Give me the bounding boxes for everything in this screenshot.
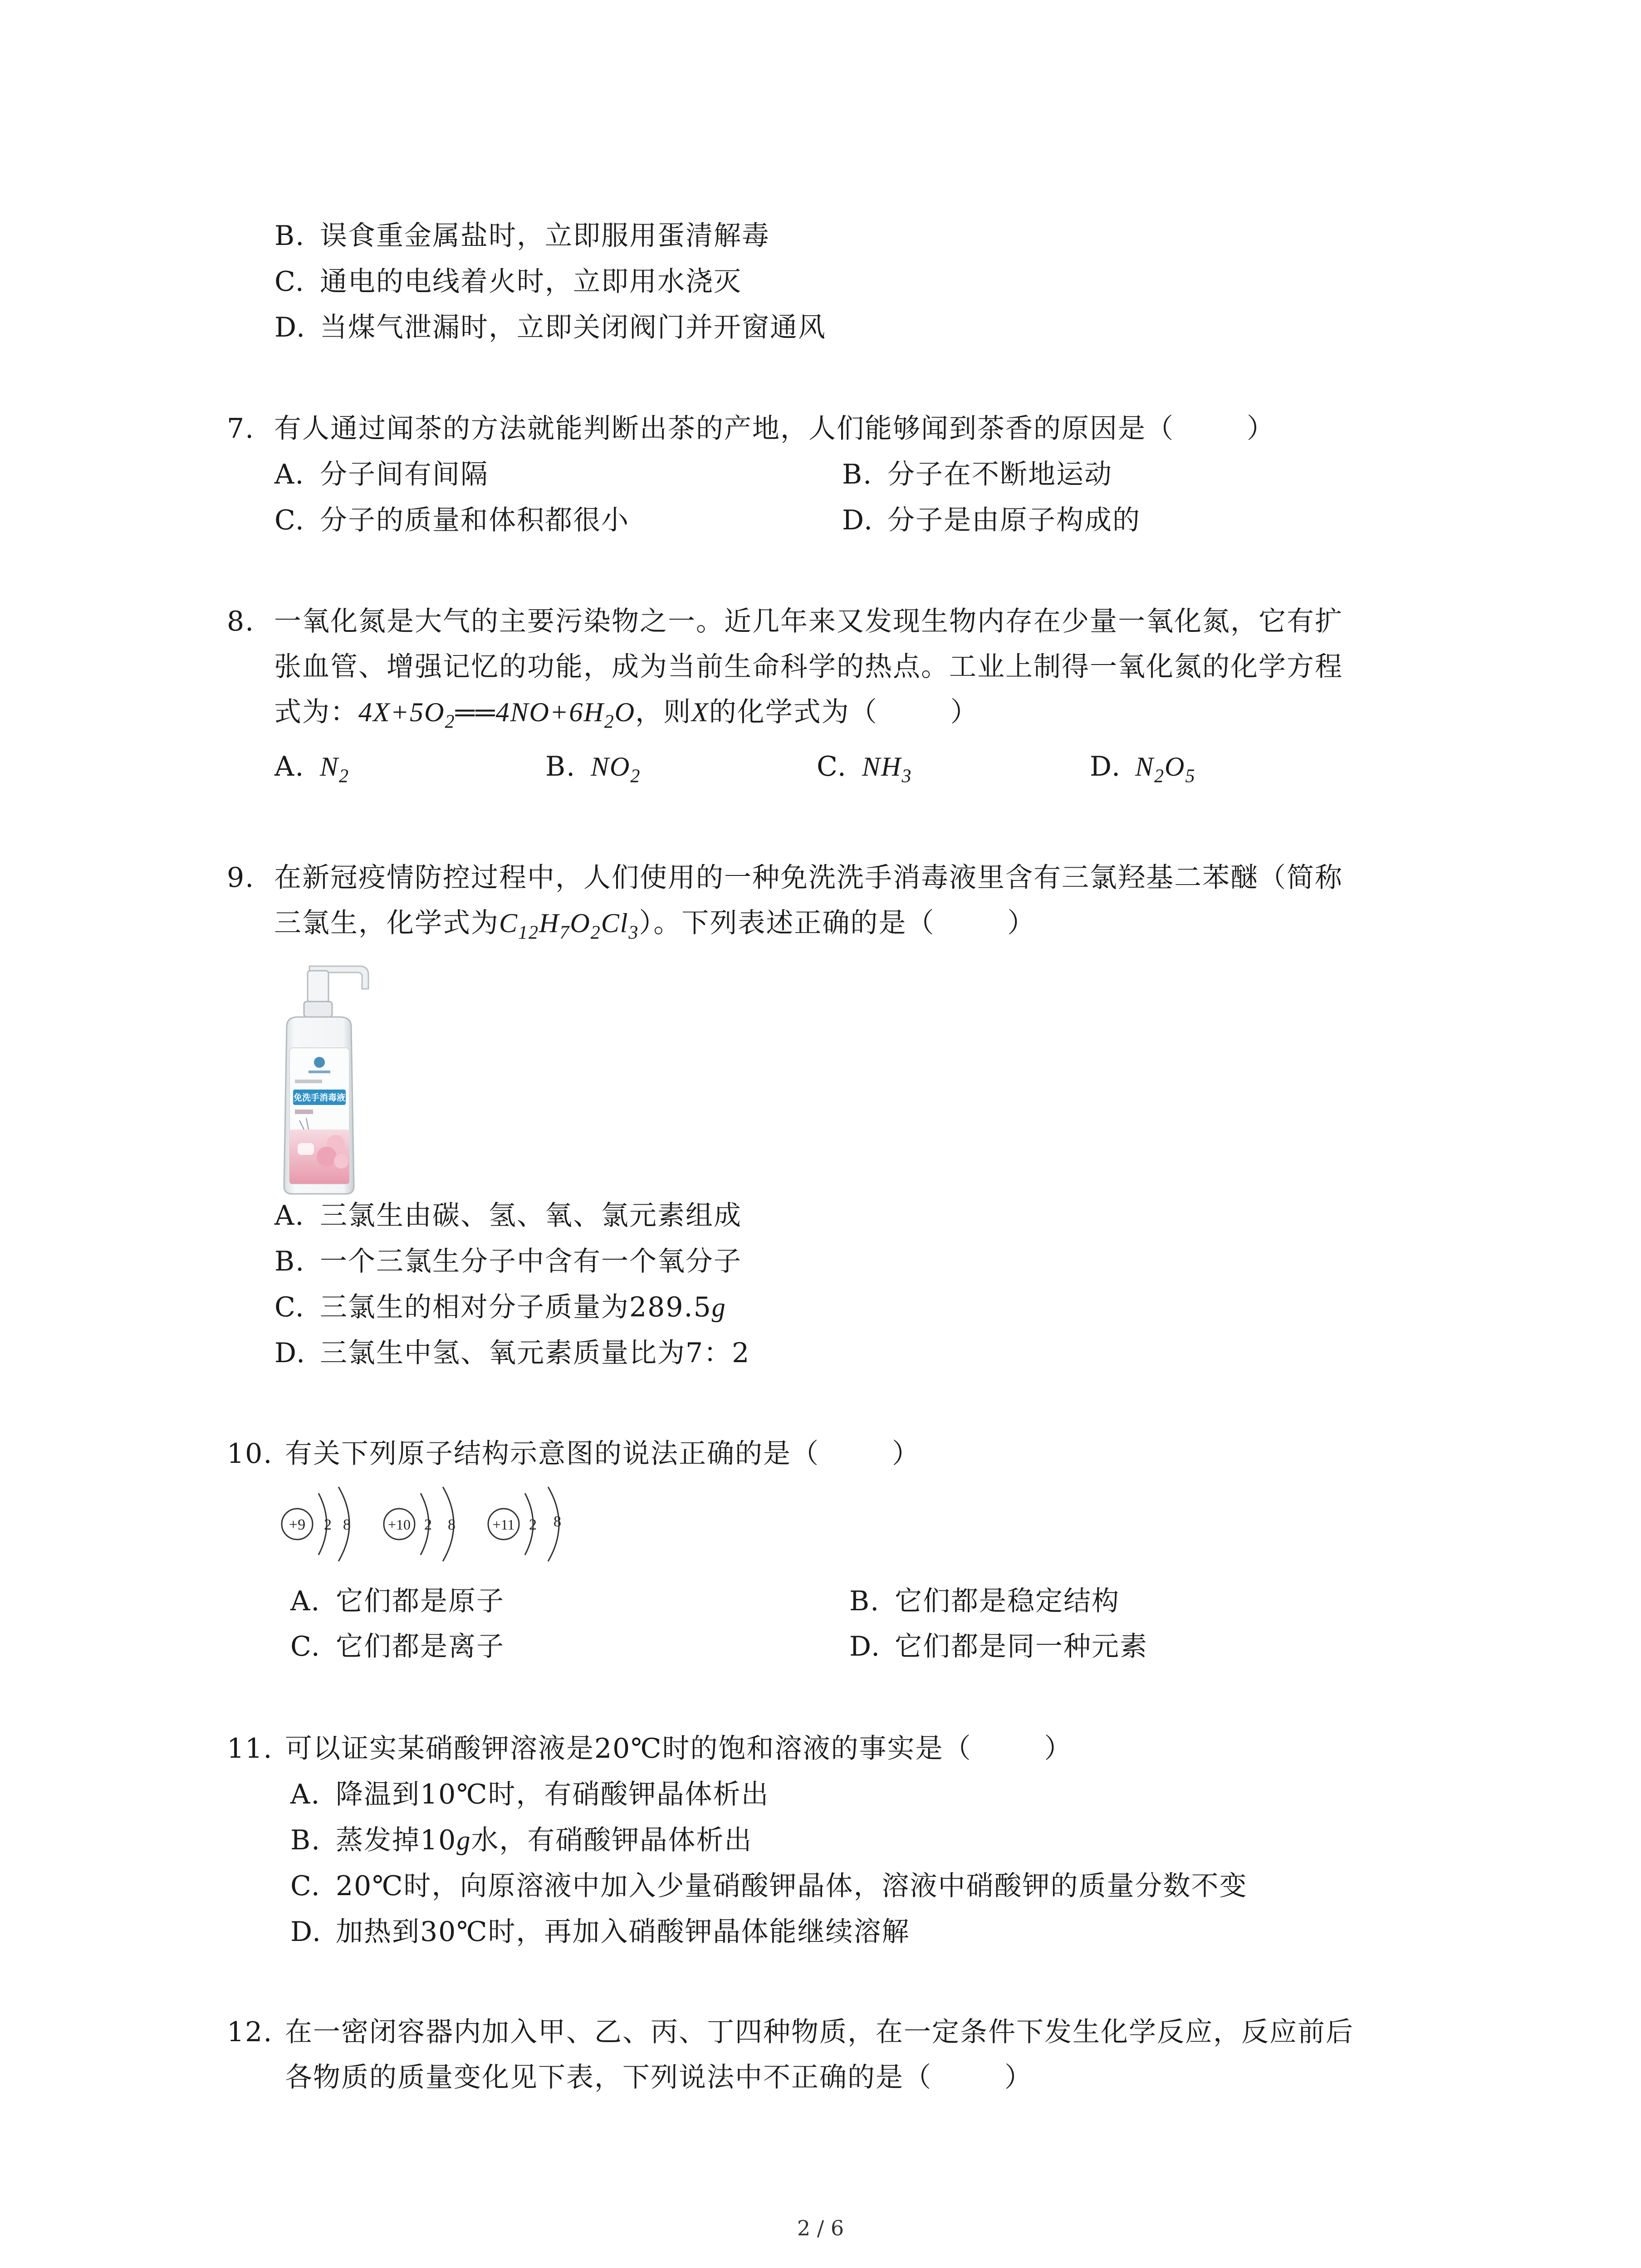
q8-option-c: C. $NH_3$ [817, 751, 912, 787]
q11-stem: 11. 可以证实某硝酸钾溶液是20℃时的饱和溶液的事实是（ ） [227, 1733, 1073, 1765]
atom-diagram-2 [384, 1487, 456, 1561]
q8-stem-line3: 式为：$4X+5O_2══4NO+6H_2O$，则X的化学式为（ ） [274, 696, 979, 733]
atom-1-nucleus: +9 [289, 1516, 306, 1533]
q10-option-b: B. 它们都是稳定结构 [849, 1585, 1120, 1617]
q7-option-d: D. 分子是由原子构成的 [842, 504, 1141, 536]
q9-option-a: A. 三氯生由碳、氢、氧、氯元素组成 [274, 1200, 742, 1232]
q8-stem-line1: 8. 一氧化氮是大气的主要污染物之一。近几年来又发现生物内存在少量一氧化氮，它有扩 [227, 606, 1343, 637]
q8-stem-line2: 张血管、增强记忆的功能，成为当前生命科学的热点。工业上制得一氧化氮的化学方程 [274, 651, 1343, 683]
q11-option-b: B. 蒸发掉10g水，有硝酸钾晶体析出 [290, 1824, 753, 1856]
q9-option-d: D. 三氯生中氢、氧元素质量比为7：2 [274, 1337, 750, 1369]
q6-option-b: B. 误食重金属盐时，立即服用蛋清解毒 [274, 220, 770, 252]
atom-3-nucleus: +11 [492, 1516, 515, 1533]
q8-equation: $4X+5O_2══4NO+6H_2O$ [358, 697, 636, 733]
q11-option-c: C. 20℃时，向原溶液中加入少量硝酸钾晶体，溶液中硝酸钾的质量分数不变 [290, 1870, 1248, 1902]
q12-stem-line2: 各物质的质量变化见下表，下列说法中不正确的是（ ） [285, 2062, 1033, 2093]
q7-option-a: A. 分子间有间隔 [274, 459, 489, 490]
atom-1-shell-1: 2 [324, 1516, 332, 1533]
q9-option-b: B. 一个三氯生分子中含有一个氧分子 [274, 1246, 742, 1277]
atomic-structure-diagrams [277, 1483, 594, 1574]
q10-stem: 10. 有关下列原子结构示意图的说法正确的是（ ） [227, 1438, 920, 1470]
atom-2-shell-2: 8 [448, 1516, 456, 1533]
q9-stem-line1: 9. 在新冠疫情防控过程中，人们使用的一种免洗洗手消毒液里含有三氯羟基二苯醚（简称 [227, 862, 1343, 894]
q6-option-d: D. 当煤气泄漏时，立即关闭阀门并开窗通风 [274, 312, 826, 343]
q11-option-a: A. 降温到10℃时，有硝酸钾晶体析出 [290, 1779, 769, 1810]
q10-option-a: A. 它们都是原子 [290, 1585, 505, 1617]
q7-option-b: B. 分子在不断地运动 [842, 459, 1112, 490]
atom-diagram-1 [282, 1487, 351, 1561]
q6-option-c: C. 通电的电线着火时，立即用水浇灭 [274, 266, 742, 298]
q10-option-d: D. 它们都是同一种元素 [849, 1631, 1148, 1662]
q7-option-c: C. 分子的质量和体积都很小 [274, 504, 629, 536]
page-number: 2 / 6 [797, 2216, 844, 2240]
q8-option-d: D. $N_2O_5$ [1090, 751, 1196, 787]
q12-stem-line1: 12. 在一密闭容器内加入甲、乙、丙、丁四种物质，在一定条件下发生化学反应，反应前后 [227, 2016, 1354, 2048]
q9-option-c: C. 三氯生的相对分子质量为289.5g [274, 1291, 726, 1323]
svg-text:免洗手消毒液: 免洗手消毒液 [293, 1093, 346, 1103]
atom-diagram-3 [488, 1487, 561, 1561]
q9-stem-line2: 三氯生，化学式为$C_{12}H_7O_2Cl_3$）。下列表述正确的是（ ） [274, 907, 1036, 943]
q7-stem: 7. 有人通过闻茶的方法就能判断出茶的产地，人们能够闻到茶香的原因是（ ） [227, 413, 1275, 445]
q8-option-a: A. $N_2$ [274, 751, 350, 787]
q10-option-c: C. 它们都是离子 [290, 1631, 505, 1662]
hand-sanitizer-bottle-image [268, 957, 372, 1198]
atom-1-shell-2: 8 [343, 1516, 351, 1533]
atom-3-shell-2: 8 [554, 1513, 561, 1530]
q8-option-b: B. $NO_2$ [545, 751, 641, 787]
q9-formula: $C_{12}H_7O_2Cl_3$ [499, 908, 639, 943]
atom-3-shell-1: 2 [529, 1516, 537, 1533]
atom-2-nucleus: +10 [387, 1516, 411, 1533]
q11-option-d: D. 加热到30℃时，再加入硝酸钾晶体能继续溶解 [290, 1916, 910, 1948]
atom-2-shell-1: 2 [424, 1516, 432, 1533]
